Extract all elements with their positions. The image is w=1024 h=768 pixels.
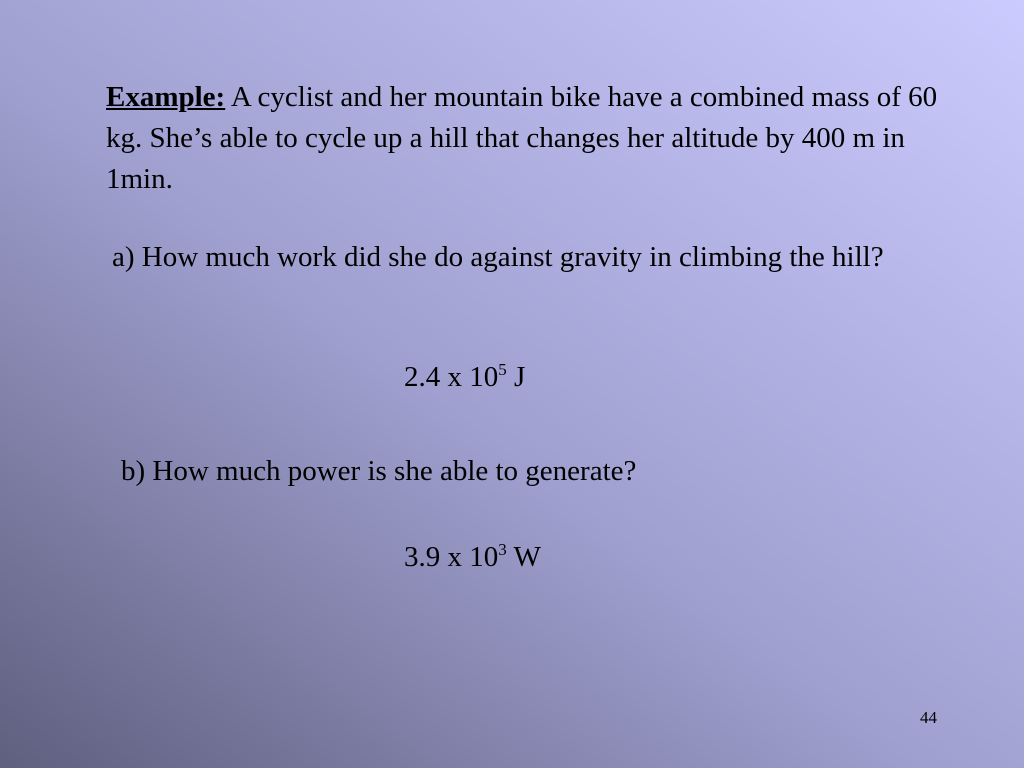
answer-b-exponent: 3	[498, 540, 507, 559]
answer-b-unit: W	[513, 541, 541, 573]
example-paragraph	[106, 77, 946, 200]
slide-number: 44	[920, 708, 937, 727]
answer-a-mantissa: 2.4 x 10	[404, 361, 499, 393]
answer-b	[404, 537, 541, 578]
answer-a-exponent: 5	[498, 360, 507, 379]
answer-a-unit: J	[514, 361, 526, 393]
question-a: a) How much work did she do against gravity in climbing the hill?	[112, 241, 884, 273]
example-text: A cyclist and her mountain bike have a combined mass of 60 kg. She’s able to cycle up a hill that changes her altitude by 400 m in 1min.	[106, 81, 938, 195]
answer-b-mantissa: 3.9 x 10	[404, 541, 499, 573]
example-label: Example:	[106, 81, 226, 113]
question-b: b) How much power is she able to generate?	[121, 455, 637, 487]
answer-a	[404, 357, 525, 398]
